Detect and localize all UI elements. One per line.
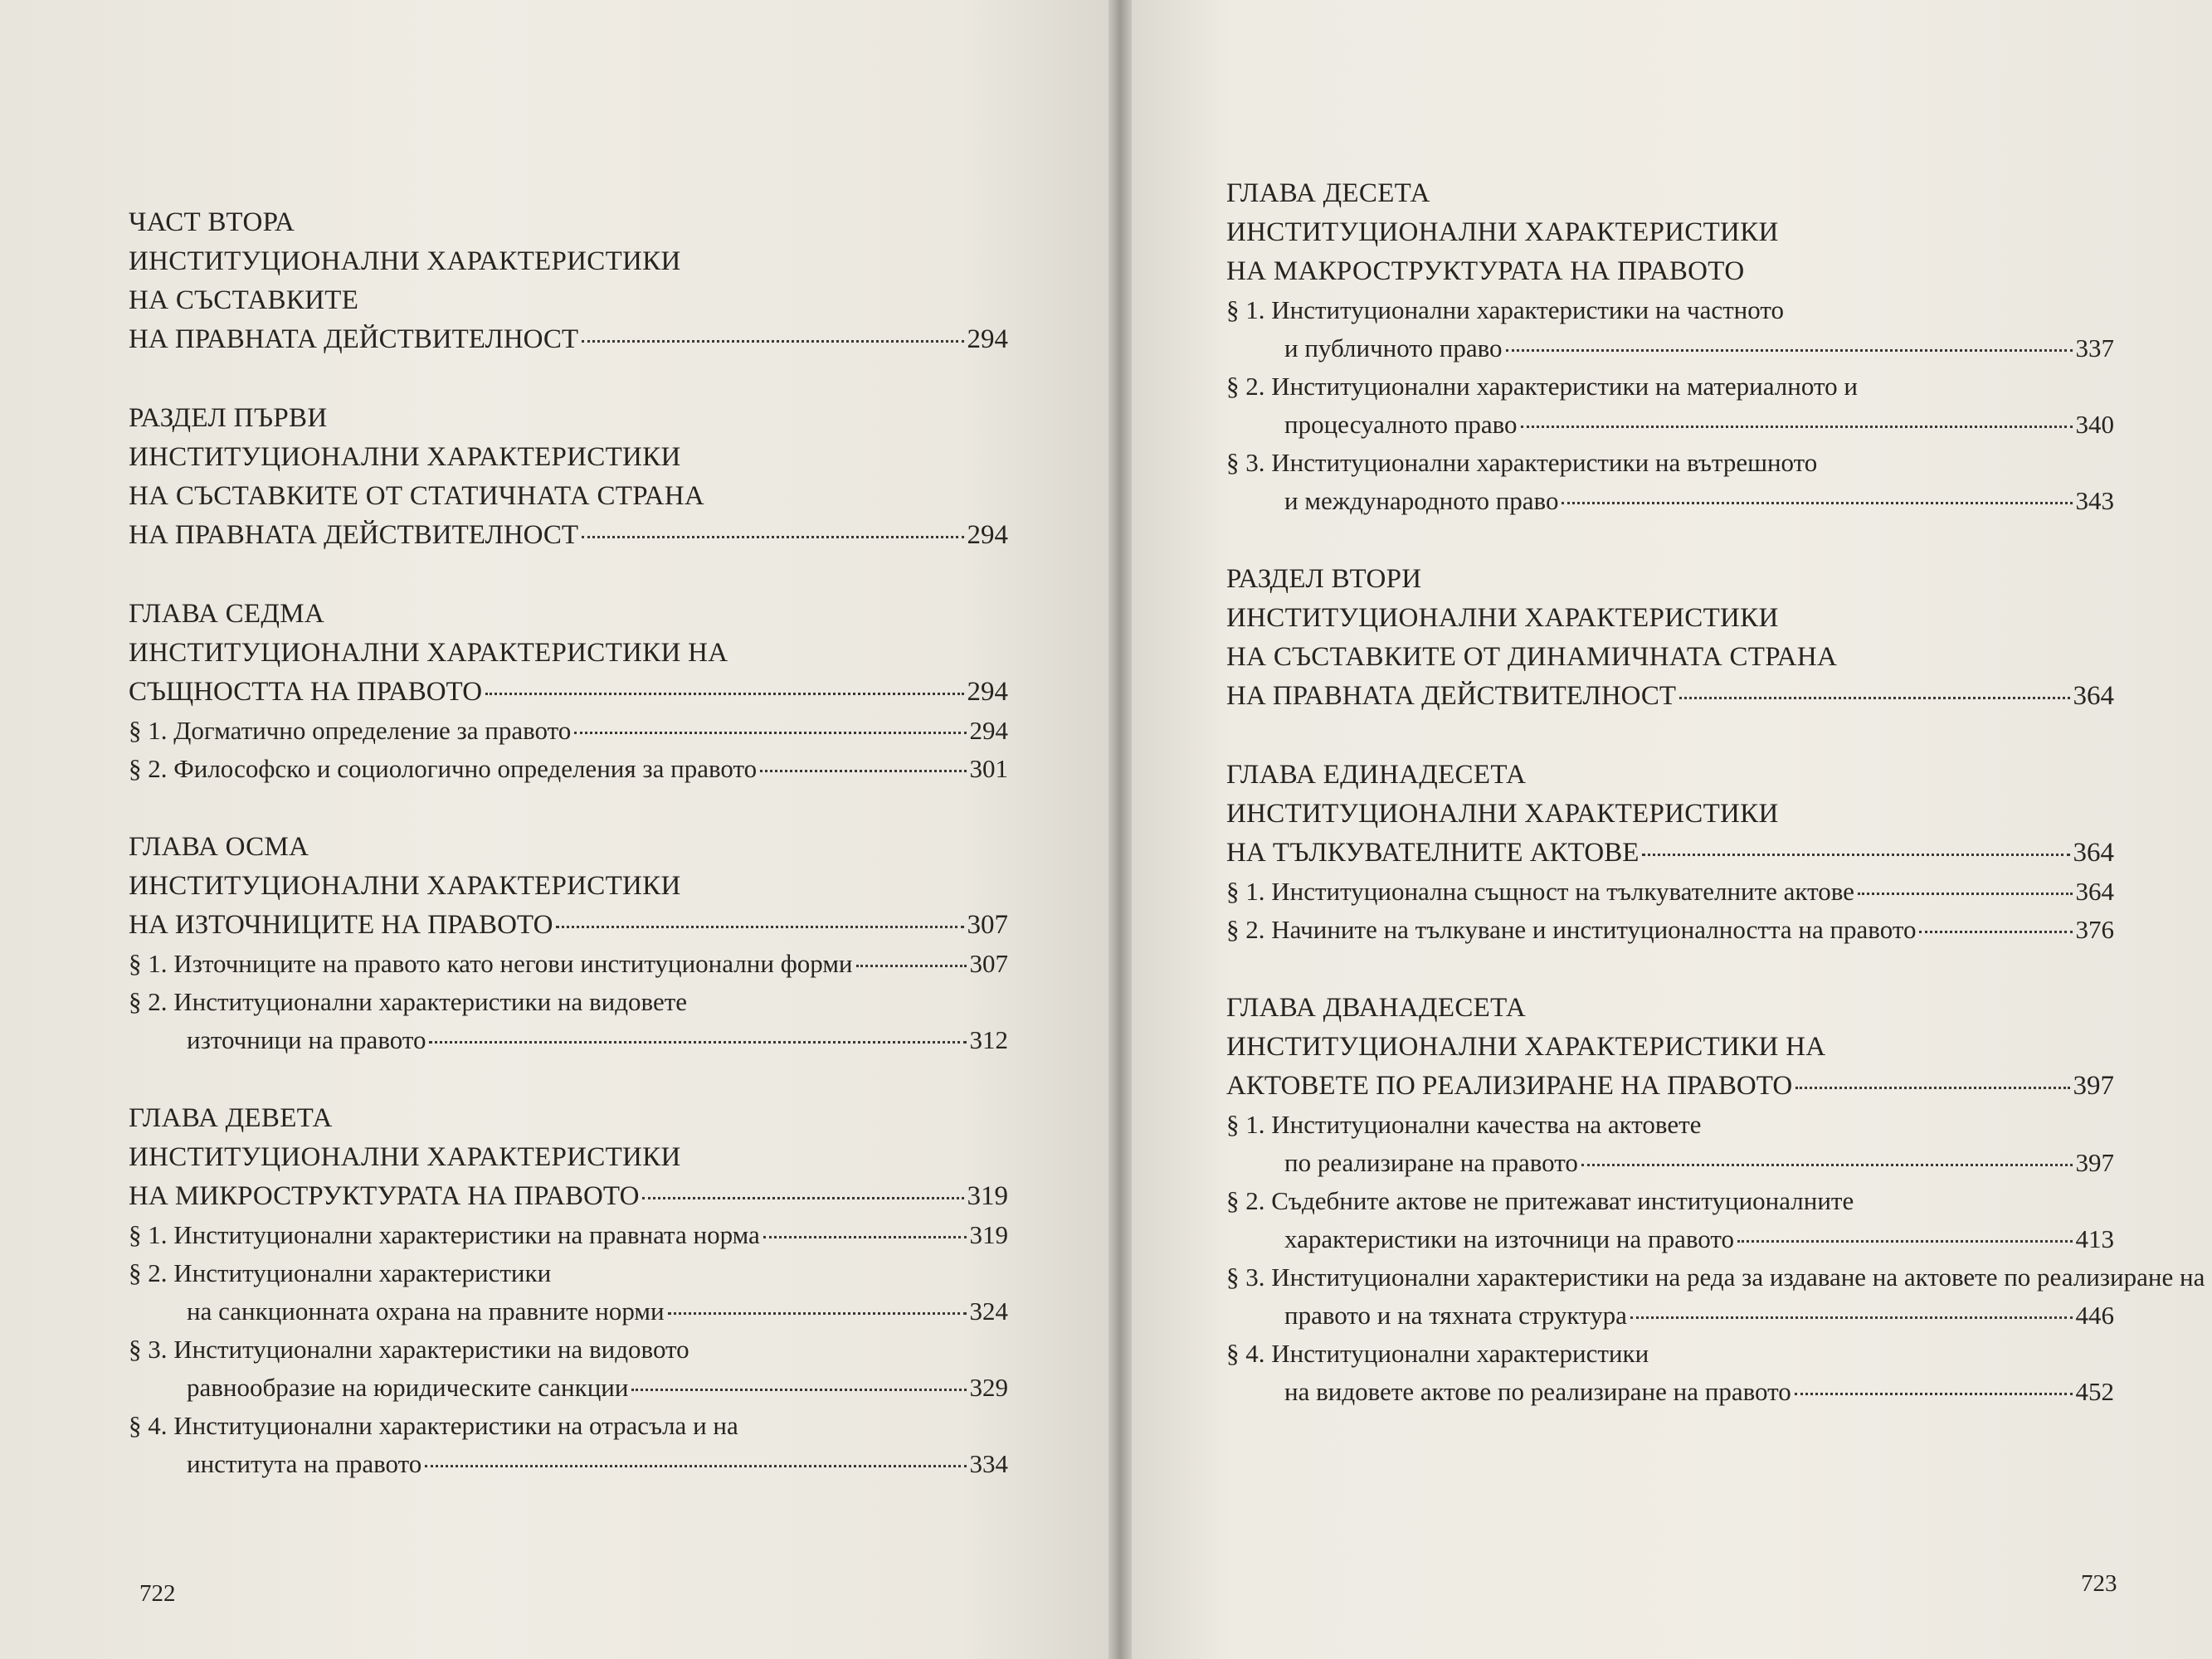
dot-leader (1642, 854, 2069, 856)
toc-entry-text: НА ПРАВНАТА ДЕЙСТВИТЕЛНОСТ (129, 520, 579, 550)
toc-section (129, 203, 1008, 359)
toc-subentry-row (1284, 1220, 2114, 1258)
toc-subentry-row (1226, 873, 2114, 911)
toc-page-number: 452 (2075, 1377, 2114, 1406)
dot-leader (1581, 1164, 2073, 1166)
toc-subentry-lead: § 3. Институционални характеристики на реда за издаване на актовете по реализиране на (1226, 1262, 2205, 1292)
dot-leader (856, 965, 967, 967)
dot-leader (1795, 1393, 2073, 1395)
toc-section (129, 399, 1008, 555)
toc-heading-row (129, 320, 1008, 359)
toc-subentry-lead: § 1. Институционални характеристики на частното (1226, 295, 1784, 324)
toc-page-number: 319 (969, 1220, 1008, 1249)
toc-heading-line: НА МАКРОСТРУКТУРАТА НА ПРАВОТО (1226, 256, 1745, 286)
toc-heading-line: РАЗДЕЛ ВТОРИ (1226, 564, 1422, 594)
toc-page-number: 334 (969, 1449, 1008, 1478)
toc-entry-text: § 1. Институционална същност на тълкувателните актове (1226, 877, 1854, 906)
toc-subentry-continuation (1226, 1297, 2114, 1335)
toc-page-number: 446 (2075, 1301, 2114, 1330)
dot-leader (763, 1236, 967, 1238)
toc-entry-text: и публичното право (1284, 333, 1503, 362)
toc-subentry-lead: § 3. Институционални характеристики на вътрешното (1226, 448, 1818, 477)
page-number-right: 723 (2081, 1570, 2117, 1597)
toc-entry-text: по реализиране на правото (1284, 1148, 1578, 1177)
toc-heading-line: ЧАСТ ВТОРА (129, 207, 295, 237)
book-gutter (1108, 0, 1132, 1659)
toc-heading-line: ГЛАВА СЕДМА (129, 599, 324, 629)
toc-entry-text: характеристики на източници на правото (1284, 1224, 1735, 1253)
dot-leader (1919, 931, 2072, 933)
toc-subentry-continuation (129, 1369, 1008, 1407)
toc-entry-text: § 1. Институционални характеристики на правната норма (129, 1220, 760, 1249)
toc-subentry-continuation (1226, 406, 2114, 444)
toc-heading-row (129, 906, 1008, 945)
toc-subentry (129, 750, 1008, 788)
toc-subentry-lead: § 4. Институционални характеристики (1226, 1339, 1649, 1368)
toc-subentry (129, 1407, 1008, 1483)
toc-heading-line: РАЗДЕЛ ПЪРВИ (129, 403, 328, 433)
toc-page-number: 301 (969, 754, 1008, 783)
toc-heading-line: ИНСТИТУЦИОНАЛНИ ХАРАКТЕРИСТИКИ (1226, 603, 1779, 633)
toc-subentry (1226, 444, 2114, 520)
toc-subentry (129, 945, 1008, 983)
toc-subentry (1226, 911, 2114, 949)
toc-heading-line: ГЛАВА ДВАНАДЕСЕТА (1226, 993, 1527, 1023)
toc-subentry-row (1284, 1144, 2114, 1182)
toc-page-number: 294 (967, 677, 1008, 707)
toc-subentry (129, 1216, 1008, 1254)
toc-heading-line: ГЛАВА ДЕВЕТА (129, 1103, 333, 1133)
toc-subentry-row (187, 1369, 1008, 1407)
dot-leader (1737, 1240, 2072, 1243)
toc-heading-line: ИНСТИТУЦИОНАЛНИ ХАРАКТЕРИСТИКИ (1226, 799, 1779, 829)
toc-subentry-continuation (129, 1292, 1008, 1331)
dot-leader (668, 1312, 967, 1315)
toc-right-column (1226, 174, 2205, 1451)
toc-entry-text: НА ПРАВНАТА ДЕЙСТВИТЕЛНОСТ (1226, 681, 1677, 711)
toc-heading-row (129, 673, 1008, 712)
toc-page-number: 294 (967, 324, 1008, 354)
toc-subentry (129, 1331, 1008, 1407)
toc-subentry-row (1284, 406, 2114, 444)
toc-heading-line: ИНСТИТУЦИОНАЛНИ ХАРАКТЕРИСТИКИ НА (1226, 1032, 1826, 1062)
toc-subentry-continuation (1226, 329, 2114, 367)
toc-entry-text: § 2. Начините на тълкуване и институционалността на правото (1226, 915, 1917, 944)
toc-subentry-lead: § 2. Институционални характеристики на материалното и (1226, 372, 1858, 401)
dot-leader (1858, 893, 2073, 895)
toc-subentry-row (187, 1445, 1008, 1483)
toc-page-number: 294 (967, 520, 1008, 550)
toc-section (1226, 756, 2114, 949)
toc-entry-text: института на правото (187, 1449, 422, 1478)
toc-section (129, 1099, 1008, 1483)
toc-heading-line: ГЛАВА ОСМА (129, 832, 309, 862)
toc-subentry (1226, 873, 2114, 911)
toc-heading-line: НА СЪСТАВКИТЕ (129, 285, 359, 315)
dot-leader (485, 693, 963, 695)
toc-subentry (129, 1254, 1008, 1331)
toc-entry-text: НА ТЪЛКУВАТЕЛНИТЕ АКТОВЕ (1226, 838, 1640, 868)
dot-leader (1521, 426, 2073, 428)
toc-section (129, 595, 1008, 788)
toc-heading-line: ИНСТИТУЦИОНАЛНИ ХАРАКТЕРИСТИКИ НА (129, 638, 728, 668)
toc-page-number: 294 (969, 716, 1008, 745)
toc-subentry-row (187, 1292, 1008, 1331)
toc-entry-text: § 1. Източниците на правото като негови институционални форми (129, 949, 853, 978)
dot-leader (425, 1465, 966, 1467)
toc-subentry (1226, 1258, 2205, 1335)
toc-subentry (1226, 367, 2114, 444)
toc-subentry-row (129, 1216, 1008, 1254)
toc-subentry (129, 712, 1008, 750)
toc-subentry-row (129, 712, 1008, 750)
toc-subentry-lead: § 2. Съдебните актове не притежават институционалните (1226, 1186, 1854, 1215)
dot-leader (1795, 1087, 2069, 1089)
toc-subentry-row (187, 1021, 1008, 1059)
toc-page-number: 324 (969, 1297, 1008, 1326)
toc-entry-text: процесуалното право (1284, 410, 1518, 439)
toc-heading-row (1226, 1067, 2114, 1106)
toc-heading-line: ИНСТИТУЦИОНАЛНИ ХАРАКТЕРИСТИКИ (1226, 217, 1779, 247)
dot-leader (642, 1197, 963, 1199)
toc-page-number: 397 (2075, 1148, 2114, 1177)
dot-leader (1630, 1316, 2073, 1319)
dot-leader (582, 536, 963, 538)
toc-page-number: 329 (969, 1373, 1008, 1402)
dot-leader (574, 732, 966, 734)
toc-subentry-row (1284, 329, 2114, 367)
toc-entry-text: § 1. Догматично определение за правото (129, 716, 572, 745)
toc-subentry (1226, 291, 2114, 367)
toc-subentry-lead: § 1. Институционални качества на актовете (1226, 1110, 1702, 1139)
toc-page-number: 319 (967, 1181, 1008, 1211)
toc-page-number: 413 (2075, 1224, 2114, 1253)
toc-entry-text: § 2. Философско и социологично определения за правото (129, 754, 758, 783)
toc-section (1226, 174, 2114, 520)
toc-heading-line: ГЛАВА ДЕСЕТА (1226, 178, 1430, 208)
toc-page-number: 337 (2075, 333, 2114, 362)
toc-heading-line: НА СЪСТАВКИТЕ ОТ ДИНАМИЧНАТА СТРАНА (1226, 642, 1838, 672)
toc-heading-line: ИНСТИТУЦИОНАЛНИ ХАРАКТЕРИСТИКИ (129, 871, 681, 901)
toc-page-number: 307 (969, 949, 1008, 978)
toc-page-number: 307 (967, 910, 1008, 940)
toc-page-number: 364 (2073, 838, 2114, 868)
toc-section (1226, 560, 2114, 716)
toc-entry-text: НА ПРАВНАТА ДЕЙСТВИТЕЛНОСТ (129, 324, 579, 354)
toc-heading-row (129, 1177, 1008, 1216)
dot-leader (760, 770, 966, 772)
toc-entry-text: на видовете актове по реализиране на правото (1284, 1377, 1791, 1406)
toc-subentry-row (1284, 482, 2114, 520)
toc-page-number: 397 (2073, 1071, 2114, 1101)
toc-subentry-continuation (1226, 1373, 2114, 1411)
toc-heading-line: ИНСТИТУЦИОНАЛНИ ХАРАКТЕРИСТИКИ (129, 246, 681, 276)
toc-subentry-lead: § 2. Институционални характеристики на видовете (129, 987, 688, 1016)
toc-subentry-row (1284, 1297, 2114, 1335)
toc-entry-text: на санкционната охрана на правните норми (187, 1297, 665, 1326)
toc-entry-text: НА МИКРОСТРУКТУРАТА НА ПРАВОТО (129, 1181, 640, 1211)
toc-subentry-continuation (1226, 1220, 2114, 1258)
toc-heading-line: ИНСТИТУЦИОНАЛНИ ХАРАКТЕРИСТИКИ (129, 442, 681, 472)
toc-entry-text: СЪЩНОСТТА НА ПРАВОТО (129, 677, 483, 707)
toc-page-number: 343 (2075, 486, 2114, 515)
toc-entry-text: НА ИЗТОЧНИЦИТЕ НА ПРАВОТО (129, 910, 553, 940)
toc-subentry-row (1284, 1373, 2114, 1411)
toc-page-number: 376 (2075, 915, 2114, 944)
dot-leader (1506, 349, 2073, 352)
toc-heading-row (129, 516, 1008, 555)
toc-section (1226, 989, 2205, 1411)
toc-subentry-continuation (1226, 482, 2114, 520)
toc-entry-text: АКТОВЕТЕ ПО РЕАЛИЗИРАНЕ НА ПРАВОТО (1226, 1071, 1793, 1101)
toc-page-number: 364 (2075, 877, 2114, 906)
toc-subentry-row (1226, 911, 2114, 949)
toc-heading-row (1226, 677, 2114, 716)
toc-entry-text: равнообразие на юридическите санкции (187, 1373, 629, 1402)
toc-heading-line: ГЛАВА ЕДИНАДЕСЕТА (1226, 760, 1527, 790)
toc-subentry-continuation (129, 1021, 1008, 1059)
dot-leader (1679, 697, 2069, 699)
dot-leader (556, 926, 963, 928)
toc-heading-line: ИНСТИТУЦИОНАЛНИ ХАРАКТЕРИСТИКИ (129, 1142, 681, 1172)
toc-heading-row (1226, 834, 2114, 873)
dot-leader (1562, 502, 2072, 504)
toc-subentry-lead: § 2. Институционални характеристики (129, 1258, 552, 1287)
page-number-left: 722 (139, 1580, 176, 1607)
toc-heading-line: НА СЪСТАВКИТЕ ОТ СТАТИЧНАТА СТРАНА (129, 481, 705, 511)
toc-subentry (1226, 1182, 2114, 1258)
toc-subentry-continuation (129, 1445, 1008, 1483)
toc-subentry-row (129, 750, 1008, 788)
toc-entry-text: правото и на тяхната структура (1284, 1301, 1627, 1330)
dot-leader (631, 1389, 966, 1391)
toc-subentry (1226, 1106, 2114, 1182)
toc-section (129, 828, 1008, 1059)
toc-page-number: 340 (2075, 410, 2114, 439)
toc-subentry-continuation (1226, 1144, 2114, 1182)
toc-left-column (129, 203, 1008, 1523)
toc-subentry (129, 983, 1008, 1059)
toc-subentry (1226, 1335, 2114, 1411)
toc-page-number: 312 (969, 1025, 1008, 1054)
toc-entry-text: източници на правото (187, 1025, 426, 1054)
toc-subentry-lead: § 3. Институционални характеристики на видовото (129, 1335, 689, 1364)
dot-leader (582, 340, 963, 343)
toc-subentry-lead: § 4. Институционални характеристики на отрасъла и на (129, 1411, 738, 1440)
toc-entry-text: и международното право (1284, 486, 1559, 515)
toc-page-number: 364 (2073, 681, 2114, 711)
dot-leader (429, 1041, 966, 1044)
toc-subentry-row (129, 945, 1008, 983)
